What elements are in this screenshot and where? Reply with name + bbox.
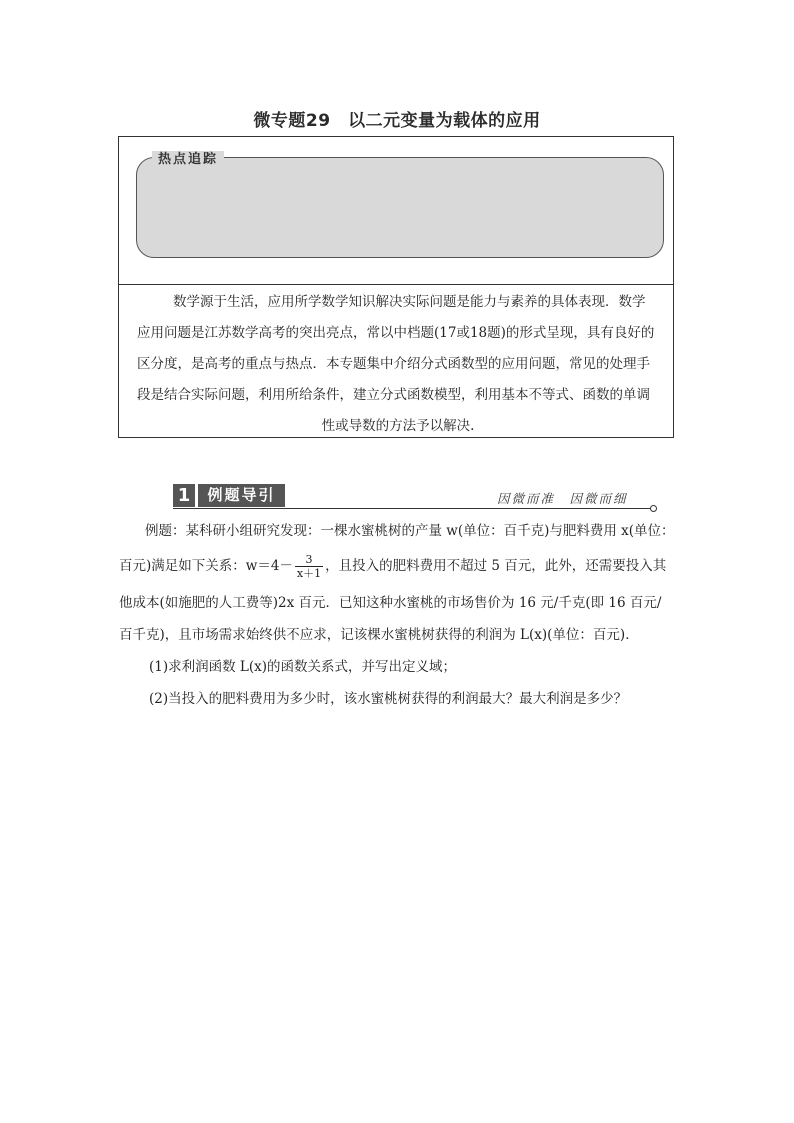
section-motto: 因微而准 因微而细 <box>497 491 628 506</box>
section-number: 1 <box>173 484 195 507</box>
intro-text <box>137 287 659 442</box>
question-1: (1)求利润函数 L(x)的函数关系式，并写出定义域； <box>149 659 457 675</box>
page-title: 微专题29 以二元变量为载体的应用 <box>253 111 541 131</box>
hot-topic-box <box>118 136 674 438</box>
question-2: (2)当投入的肥料费用为多少时，该水蜜桃树获得的利润最大？最大利润是多少？ <box>149 691 628 707</box>
intro-line: 性或导数的方法予以解决. <box>321 418 475 434</box>
intro-line: 段是结合实际问题，利用所给条件，建立分式函数模型，利用基本不等式、函数的单调 <box>137 387 650 403</box>
example-line-formula: 百元)满足如下关系：w＝4－ $\frac{3}{x+1}$ ，且投入的肥料费用不超过 5 百元，此外，还需要投入其 <box>119 553 667 580</box>
fraction: $\frac{3}{x+1}$ <box>296 553 322 580</box>
intro-line: 数学源于生活，应用所学数学知识解决实际问题是能力与素养的具体表现．数学 <box>173 294 646 310</box>
example-line: 百千克)，且市场需求始终供不应求，记该棵水蜜桃树获得的利润为 L(x)(单位：百元)． <box>119 627 639 643</box>
box-divider <box>119 284 673 285</box>
hot-topic-tag: 热点追踪 <box>152 151 224 169</box>
section-header <box>173 484 285 507</box>
intro-line: 应用问题是江苏数学高考的突出亮点，常以中档题(17或18题)的形式呈现，具有良好的 <box>137 325 655 341</box>
example-line: 他成本(如施肥的人工费等)2x 百元．已知这种水蜜桃的市场售价为 16 元/千克(即 16 百元/ <box>119 595 662 611</box>
section-rule <box>173 508 651 509</box>
hot-topic-panel <box>136 157 664 258</box>
intro-line: 区分度，是高考的重点与热点．本专题集中介绍分式函数型的应用问题，常见的处理手 <box>137 356 650 372</box>
example-line: 例题：某科研小组研究发现：一棵水蜜桃树的产量 w(单位：百千克)与肥料费用 x(单位： <box>145 523 675 539</box>
section-rule-end-dot <box>650 505 657 512</box>
section-label: 例题导引 <box>198 484 285 507</box>
